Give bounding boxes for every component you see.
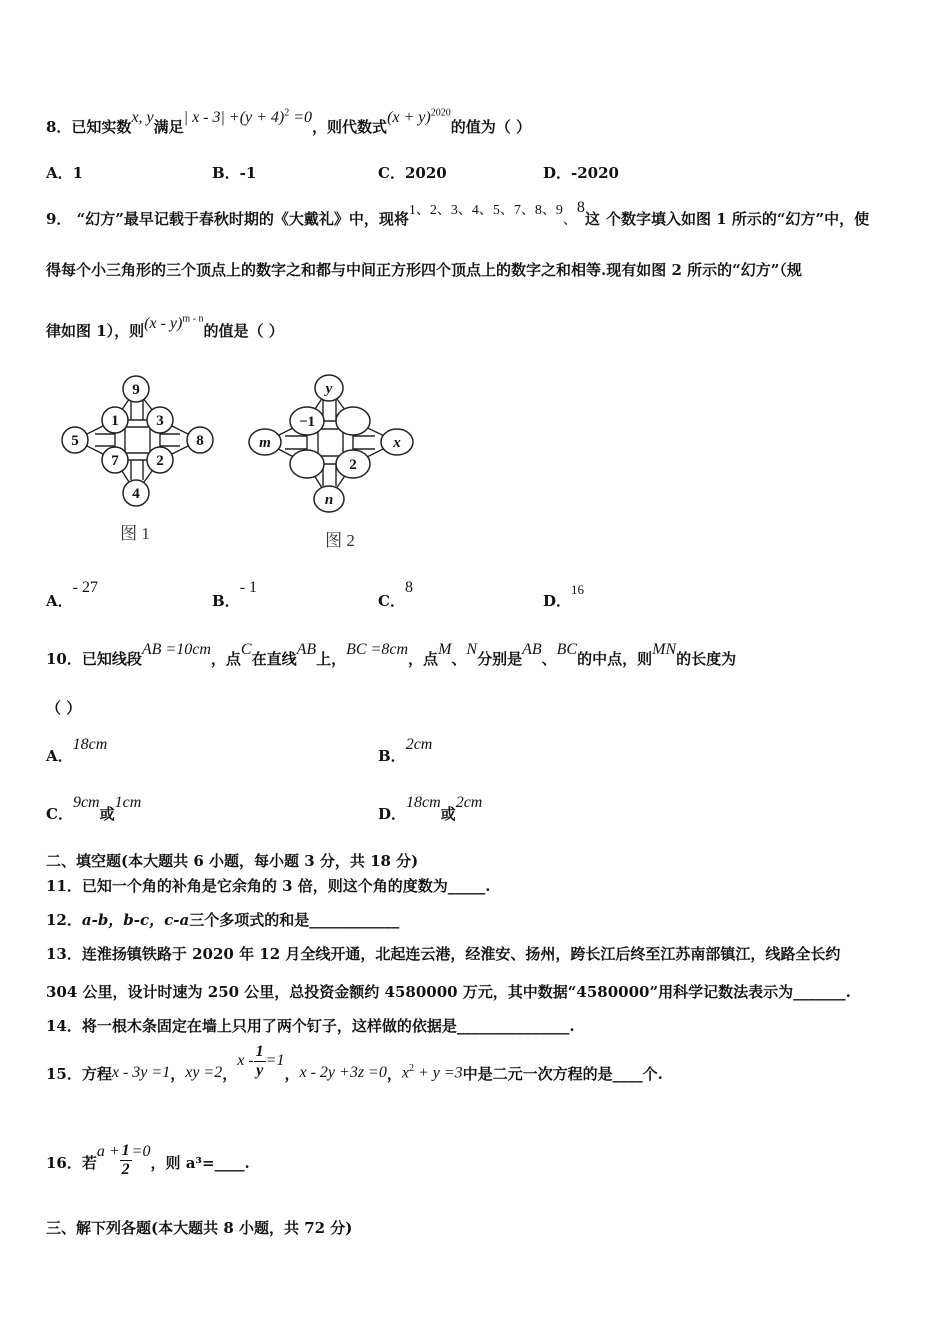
fig1-label-left: 5 bbox=[71, 433, 79, 449]
q13-line1: 13．连淮扬镇铁路于 2020 年 12 月全线开通，北起连云港，经淮安、扬州，跨长江后终至江苏南部镇江，线路全长约 bbox=[46, 945, 841, 963]
q9-option-b: B．- 1 bbox=[212, 579, 258, 610]
q9-stem-line1-end: 个数字填入如图 1 所示的“幻方”中，使 bbox=[606, 210, 870, 228]
fig2-node-ur bbox=[336, 407, 370, 435]
q8-option-c: C．2020 bbox=[378, 164, 447, 182]
q14: 14．将一根木条固定在墙上只用了两个钉子，这样做的依据是_______________. bbox=[46, 1017, 575, 1035]
fig1-label-bottom: 4 bbox=[132, 486, 140, 502]
q15: 15．方程 x - 3y =1 ， xy =2 ， x - $\frac{1}{y}$ =1 ， x - 2y +3z =0 ， $x^2 + y =3$ 中是二元一次方程的是____个. bbox=[46, 1042, 663, 1083]
fig2-label-ul: −1 bbox=[298, 414, 316, 430]
fig2-label-bottom: n bbox=[324, 492, 334, 508]
q16: 16．若 a + $\frac{1}{2}$ =0 ，则 a³=____. bbox=[46, 1141, 250, 1178]
fig1-label-ll: 7 bbox=[111, 453, 119, 469]
q9-option-c: C．8 bbox=[378, 579, 413, 610]
q8-option-d: D．-2020 bbox=[543, 164, 619, 182]
fig2-node-ll bbox=[290, 450, 324, 478]
q10-option-b: B．2cm bbox=[378, 736, 433, 765]
q10-option-c: C．9cm或1cm bbox=[46, 794, 142, 823]
fig1-caption: 图 1 bbox=[120, 524, 150, 543]
fig1-label-lr: 2 bbox=[156, 453, 164, 469]
q9-stem-line3: 律如图 1），则(x - y)$^{m - n}$的值是（ ） bbox=[46, 313, 284, 340]
fig1-label-ur: 3 bbox=[156, 413, 164, 429]
q10-paren: （ ） bbox=[46, 699, 82, 717]
q9-option-d: D．16 bbox=[543, 582, 585, 610]
q8-stem: 8．已知实数x, y满足| $x - 3| +(y + 4)^2 =0$，则代数式$(x + y)^{2020}$的值为（ ） bbox=[46, 107, 531, 136]
q12: 12．a-b，b-c，c-a三个多项式的和是____________ bbox=[46, 911, 400, 929]
q8-option-b: B．-1 bbox=[212, 164, 257, 182]
figure-1 bbox=[55, 372, 225, 552]
q9-option-a: A．- 27 bbox=[46, 579, 98, 610]
q10-option-a: A．18cm bbox=[46, 736, 108, 765]
q8-option-a: A．1 bbox=[46, 164, 84, 182]
q10-stem: 10．已知线段AB =10cm，点C在直线AB上，BC =8cm，点M、N分别是AB、BC的中点，则MN的长度为 bbox=[46, 641, 737, 668]
fig2-label-lr: 2 bbox=[349, 457, 357, 473]
fig2-label-right: x bbox=[393, 435, 401, 451]
figure-2 bbox=[245, 372, 420, 558]
fig1-label-ul: 1 bbox=[111, 413, 119, 429]
q10-option-d: D．18cm或2cm bbox=[378, 794, 483, 823]
q9-stem-line1: 9． “幻方”最早记载于春秋时期的《大戴礼》中，现将1、2、3、4、5、7、8、9、8这 bbox=[46, 199, 600, 228]
q13-line2: 304 公里，设计时速为 250 公里，总投资金额约 4580000 万元，其中数据“4580000”用科学记数法表示为_______. bbox=[46, 983, 851, 1001]
q11: 11．已知一个角的补角是它余角的 3 倍，则这个角的度数为_____. bbox=[46, 877, 491, 895]
section-2-heading: 二、填空题(本大题共 6 小题，每小题 3 分，共 18 分) bbox=[46, 852, 419, 870]
fig1-label-right: 8 bbox=[196, 433, 204, 449]
section-3-heading: 三、解下列各题(本大题共 8 小题，共 72 分) bbox=[46, 1219, 353, 1237]
fig1-label-top: 9 bbox=[132, 382, 140, 398]
fig2-label-left: m bbox=[259, 435, 271, 451]
fig2-label-top: y bbox=[325, 381, 333, 397]
q9-stem-line2: 得每个小三角形的三个顶点上的数字之和都与中间正方形四个顶点上的数字之和相等.现有如图 2 所示的“幻方”（规 bbox=[46, 261, 802, 279]
fig2-caption: 图 2 bbox=[325, 531, 355, 550]
